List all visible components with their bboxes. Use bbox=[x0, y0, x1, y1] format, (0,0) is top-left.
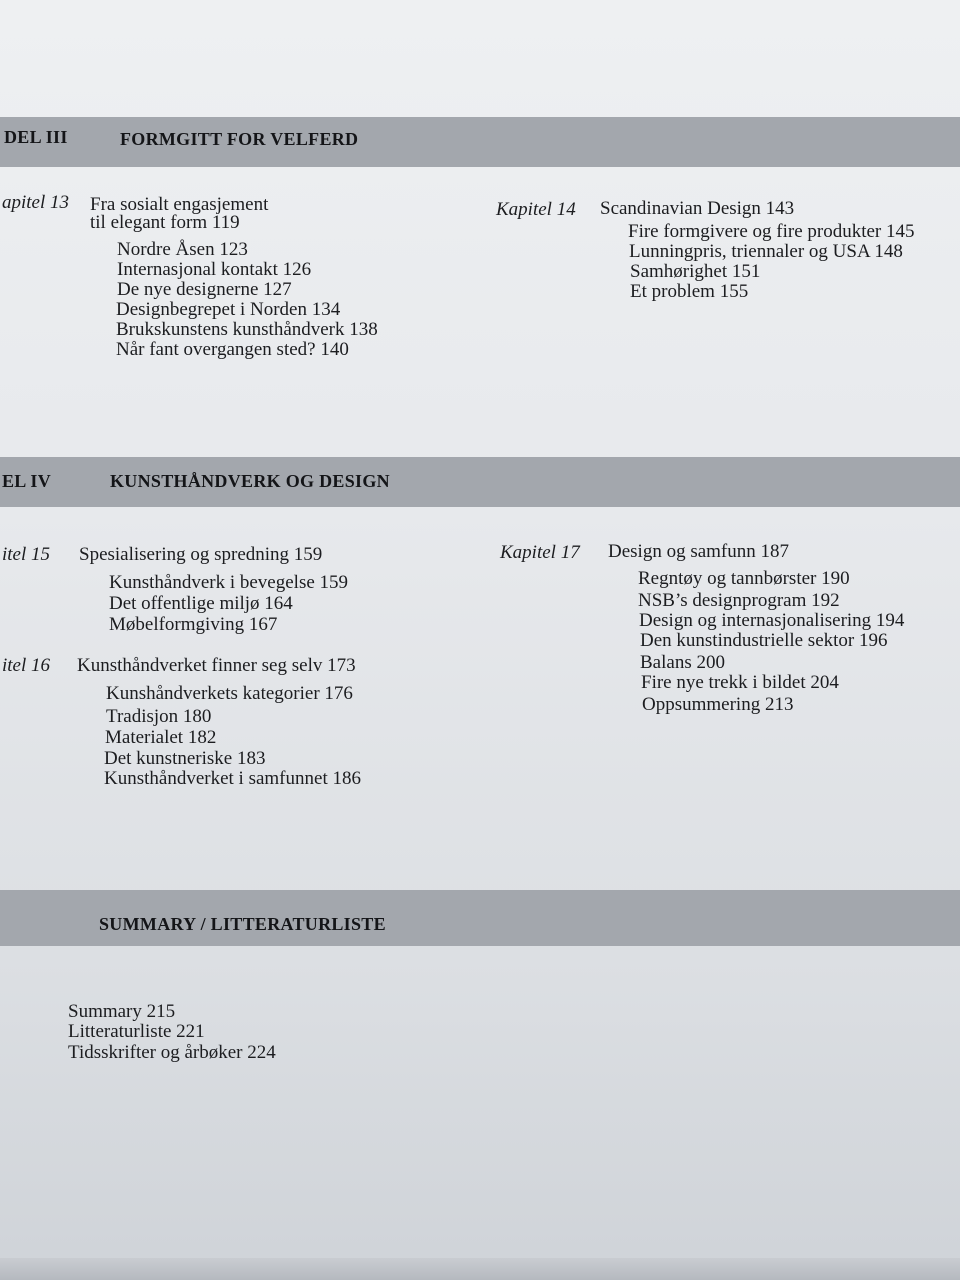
chapter-label: itel 16 bbox=[2, 655, 51, 676]
toc-item: Design og internasjonalisering 194 bbox=[639, 610, 905, 631]
part-label: EL IV bbox=[2, 471, 52, 491]
section-band-del-iii bbox=[0, 117, 960, 167]
toc-item: Internasjonal kontakt 126 bbox=[117, 259, 312, 280]
toc-item: Regntøy og tannbørster 190 bbox=[638, 568, 850, 589]
toc-item: Tradisjon 180 bbox=[106, 706, 212, 727]
section-band-del-iv bbox=[0, 457, 960, 507]
toc-item: Det kunstneriske 183 bbox=[104, 748, 266, 769]
toc-item: Brukskunstens kunsthåndverk 138 bbox=[116, 319, 378, 340]
toc-item: NSB’s designprogram 192 bbox=[638, 590, 840, 611]
toc-item: Materialet 182 bbox=[105, 727, 217, 748]
toc-item: Nordre Åsen 123 bbox=[117, 239, 248, 260]
chapter-heading: Spesialisering og spredning 159 bbox=[79, 544, 323, 565]
toc-item: Lunningpris, triennaler og USA 148 bbox=[629, 241, 903, 262]
chapter-heading: til elegant form 119 bbox=[90, 212, 240, 233]
toc-item: De nye designerne 127 bbox=[117, 279, 292, 300]
section-title: SUMMARY / LITTERATURLISTE bbox=[99, 914, 386, 934]
chapter-heading: Kunsthåndverket finner seg selv 173 bbox=[77, 655, 356, 676]
toc-item: Når fant overgangen sted? 140 bbox=[116, 339, 349, 360]
part-label: DEL III bbox=[4, 127, 68, 147]
toc-item: Designbegrepet i Norden 134 bbox=[116, 299, 341, 320]
toc-item: Balans 200 bbox=[640, 652, 725, 673]
page-bottom-edge bbox=[0, 1258, 960, 1280]
toc-item: Fire nye trekk i bildet 204 bbox=[641, 672, 839, 693]
toc-item: Oppsummering 213 bbox=[642, 694, 794, 715]
chapter-label: apitel 13 bbox=[2, 192, 70, 213]
chapter-heading: Fra sosialt engasjement bbox=[90, 194, 269, 215]
chapter-label: Kapitel 17 bbox=[500, 542, 580, 563]
section-band-summary bbox=[0, 890, 960, 946]
chapter-label: Kapitel 14 bbox=[496, 199, 576, 220]
toc-item: Det offentlige miljø 164 bbox=[109, 593, 293, 614]
toc-item: Møbelformgiving 167 bbox=[109, 614, 278, 635]
chapter-heading: Scandinavian Design 143 bbox=[600, 198, 795, 219]
toc-item: Samhørighet 151 bbox=[630, 261, 761, 282]
toc-item: Fire formgivere og fire produkter 145 bbox=[628, 221, 915, 242]
toc-item: Summary 215 bbox=[68, 1001, 176, 1022]
toc-item: Den kunstindustrielle sektor 196 bbox=[640, 630, 888, 651]
toc-item: Litteraturliste 221 bbox=[68, 1021, 205, 1042]
part-title: FORMGITT FOR VELFERD bbox=[120, 129, 359, 149]
toc-item: Tidsskrifter og årbøker 224 bbox=[68, 1042, 276, 1063]
toc-item: Kunshåndverkets kategorier 176 bbox=[106, 683, 353, 704]
toc-item: Et problem 155 bbox=[630, 281, 749, 302]
toc-item: Kunsthåndverk i bevegelse 159 bbox=[109, 572, 349, 593]
part-title: KUNSTHÅNDVERK OG DESIGN bbox=[110, 471, 390, 491]
chapter-heading: Design og samfunn 187 bbox=[608, 541, 790, 562]
chapter-label: itel 15 bbox=[2, 544, 51, 565]
toc-item: Kunsthåndverket i samfunnet 186 bbox=[104, 768, 361, 789]
